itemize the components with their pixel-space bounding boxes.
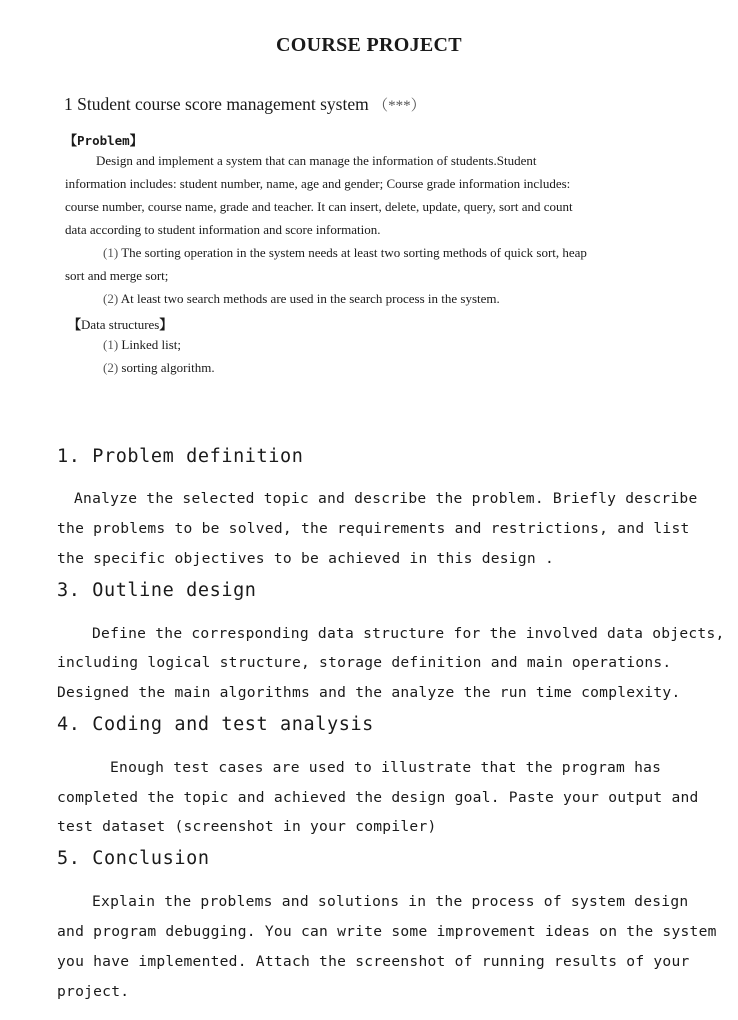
- section-body-line: Analyze the selected topic and describe the problem. Briefly describe: [74, 490, 698, 507]
- section-heading-conclusion: 5. Conclusion: [57, 848, 210, 869]
- requirement-2-number: (2): [103, 291, 119, 306]
- requirement-2-text: At least two search methods are used in the search process in the system.: [120, 291, 500, 306]
- data-structures-label: 【Data structures】: [68, 317, 173, 332]
- section-body-line: including logical structure, storage definition and main operations.: [57, 654, 672, 671]
- section-body-line: Enough test cases are used to illustrate that the program has: [110, 759, 662, 776]
- section-body-line: project.: [57, 983, 130, 1000]
- section-body-line: Explain the problems and solutions in the process of system design: [92, 893, 689, 910]
- section-heading-coding-test: 4. Coding and test analysis: [57, 714, 374, 735]
- data-structures-label-text: Data structures: [81, 317, 160, 332]
- data-structure-2-text: sorting algorithm.: [121, 360, 215, 375]
- problem-label-text: Problem: [77, 133, 130, 148]
- requirement-1-number: (1): [103, 245, 119, 260]
- requirement-1: [103, 245, 587, 261]
- section-body-line: Define the corresponding data structure for the involved data objects,: [92, 625, 725, 642]
- problem-line: course number, course name, grade and teacher. It can insert, delete, update, query, sort and count: [65, 199, 573, 214]
- data-structure-1: [103, 337, 181, 353]
- difficulty-stars: （***）: [373, 98, 426, 114]
- section-heading-problem-definition: 1. Problem definition: [57, 446, 304, 467]
- requirement-1-cont: sort and merge sort;: [65, 268, 169, 283]
- section-body-line: test dataset (screenshot in your compiler): [57, 818, 437, 835]
- section-body-line: you have implemented. Attach the screenshot of running results of your: [57, 953, 690, 970]
- section-body-line: Designed the main algorithms and the analyze the run time complexity.: [57, 684, 681, 701]
- problem-line: data according to student information and score information.: [65, 222, 381, 237]
- document-title: COURSE PROJECT: [276, 34, 462, 56]
- project-heading-text: 1 Student course score management system: [64, 94, 369, 114]
- section-body-line: the problems to be solved, the requirements and restrictions, and list: [57, 520, 690, 537]
- data-structure-1-text: Linked list;: [121, 337, 182, 352]
- section-body-line: and program debugging. You can write some improvement ideas on the system: [57, 923, 717, 940]
- section-body-line: completed the topic and achieved the design goal. Paste your output and: [57, 789, 699, 806]
- requirement-1-text: The sorting operation in the system needs at least two sorting methods of quick sort, heap: [121, 245, 587, 260]
- data-structure-2-number: (2): [103, 360, 119, 375]
- project-heading: [64, 94, 426, 115]
- requirement-2: [103, 291, 500, 307]
- problem-line: information includes: student number, name, age and gender; Course grade information includes:: [65, 176, 571, 191]
- problem-line: Design and implement a system that can manage the information of students.Student: [96, 153, 537, 168]
- section-heading-outline-design: 3. Outline design: [57, 580, 257, 601]
- data-structure-2: [103, 360, 215, 376]
- section-body-line: the specific objectives to be achieved in this design .: [57, 550, 554, 567]
- data-structure-1-number: (1): [103, 337, 119, 352]
- problem-label: 【Problem】: [64, 133, 143, 148]
